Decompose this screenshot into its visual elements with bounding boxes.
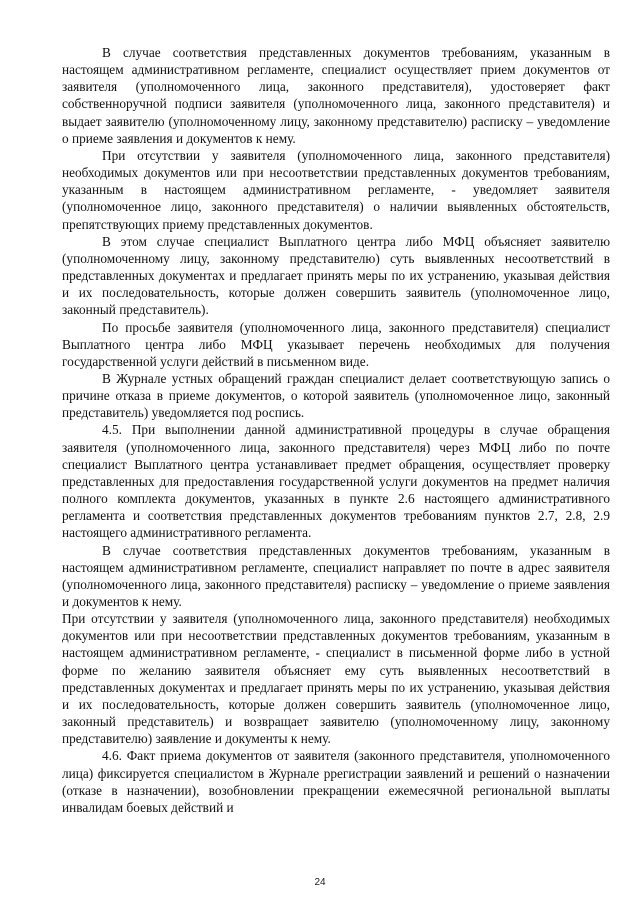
paragraph-missing-documents: При отсутствии у заявителя (уполномоченного лица, законного представителя) необходимых документов или при несоответствии представленных документов требованиям, указанным в настоящем административном регламенте, - уведомляет заявителя (уполномоченное лицо, законного представителя) о наличии выявленных обстоятельств, препятствующих приему представленных документов.: [62, 147, 610, 232]
paragraph-4-6: 4.6. Факт приема документов от заявителя (законного представителя, уполномоченного лица) фиксируется специалистом в Журнале ррегистрации заявлений и решений о назначении (отказе в назначении), возобновлении прекращении ежемесячной региональной выплаты инвалидам боевых действий и: [62, 748, 610, 815]
paragraph-4-5: 4.5. При выполнении данной административной процедуры в случае обращения заявителя (уполномоченного лица, законного представителя) через МФЦ либо по почте специалист Выплатного центра устанавливает предмет обращения, осуществляет проверку представленных для предоставления государственной услуги документов на предмет наличия полного комплекта документов, указанных в пункте 2.6 настоящего административного регламента и соответствия представленных документов требованиям пунктов 2.7, 2.8, 2.9 настоящего административного регламента.: [62, 422, 610, 541]
paragraph-explanation: В этом случае специалист Выплатного центра либо МФЦ объясняет заявителю (уполномоченному лицу, законному представителю) суть выявленных несоответствий в представленных документах и предлагает принять меры по их устранению, указывая действия и их последовательность, которые должен совершить заявитель (уполномоченное лицо, законный представитель).: [62, 233, 610, 318]
paragraph-mail-receipt: В случае соответствия представленных документов требованиям, указанным в настоящем административном регламенте, специалист направляет по почте в адрес заявителя (уполномоченного лица, законного представителя) расписку – уведомление о приеме заявления и документов к нему.: [62, 542, 610, 609]
paragraph-written-list: По просьбе заявителя (уполномоченного лица, законного представителя) специалист Выплатного центра либо МФЦ указывает перечень необходимых для получения государственной услуги действий в письменном виде.: [62, 319, 610, 369]
paragraph-acceptance: В случае соответствия представленных документов требованиям, указанным в настоящем административном регламенте, специалист осуществляет прием документов от заявителя (уполномоченного лица, законного представителя), удостоверяет факт собственноручной подписи заявителя (уполномоченного лица, законного представителя) и выдает заявителю (уполномоченному лицу, законному представителю) расписку – уведомление о приеме заявления и документов к нему.: [62, 45, 610, 146]
page-number: 24: [314, 877, 326, 888]
paragraph-mail-missing-documents: При отсутствии у заявителя (уполномоченного лица, законного представителя) необходимых документов или при несоответствии представленных документов требованиям, указанным в настоящем административном регламенте, - специалист в письменной форме либо в устной форме по желанию заявителя объясняет ему суть выявленных несоответствий в представленных документах и предлагает принять меры по их устранению, указывая действия и их последовательность, которые должен совершить заявитель (уполномоченное лицо, законный представитель) и возвращает заявителю (уполномоченному лицу, законному представителю) заявление и документы к нему.: [62, 611, 610, 747]
paragraph-journal-record: В Журнале устных обращений граждан специалист делает соответствующую запись о причине отказа в приеме документов, о которой заявитель (уполномоченное лицо, законный представитель) уведомляется под роспись.: [62, 370, 610, 421]
document-page: [62, 44, 610, 816]
